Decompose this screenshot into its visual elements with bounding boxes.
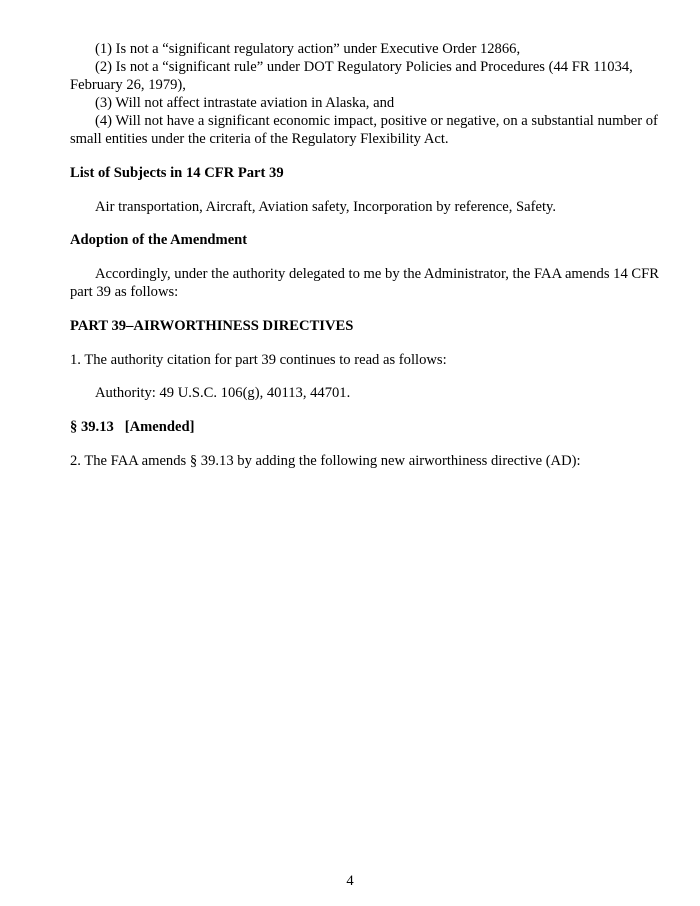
list-item-4: (4) Will not have a significant economic impact, positive or negative, on a substantial number of [95,113,658,129]
amendment-item: 2. The FAA amends § 39.13 by adding the following new airworthiness directive (AD): [70,453,581,469]
list-item-2-continued: February 26, 1979), [70,77,186,93]
subjects-text: Air transportation, Aircraft, Aviation safety, Incorporation by reference, Safety. [95,199,557,215]
list-item-2: (2) Is not a “significant rule” under DOT Regulatory Policies and Procedures (44 FR 11034, [95,59,633,75]
page-number: 4 [346,873,354,889]
adoption-text-line-2: part 39 as follows: [70,284,179,300]
list-item-3: (3) Will not affect intrastate aviation in Alaska, and [95,95,395,111]
adoption-heading: Adoption of the Amendment [70,232,248,248]
document-page [70,0,660,906]
list-item-1: (1) Is not a “significant regulatory action” under Executive Order 12866, [95,41,521,57]
authority-text: Authority: 49 U.S.C. 106(g), 40113, 44701. [95,385,351,401]
authority-citation-item: 1. The authority citation for part 39 continues to read as follows: [70,352,447,368]
adoption-text-line-1: Accordingly, under the authority delegated to me by the Administrator, the FAA amends 14 CFR [95,266,660,282]
section-heading: § 39.13 [Amended] [70,419,195,435]
list-item-4-continued: small entities under the criteria of the Regulatory Flexibility Act. [70,131,449,147]
part39-heading: PART 39–AIRWORTHINESS DIRECTIVES [70,318,354,334]
subjects-heading: List of Subjects in 14 CFR Part 39 [70,165,284,181]
